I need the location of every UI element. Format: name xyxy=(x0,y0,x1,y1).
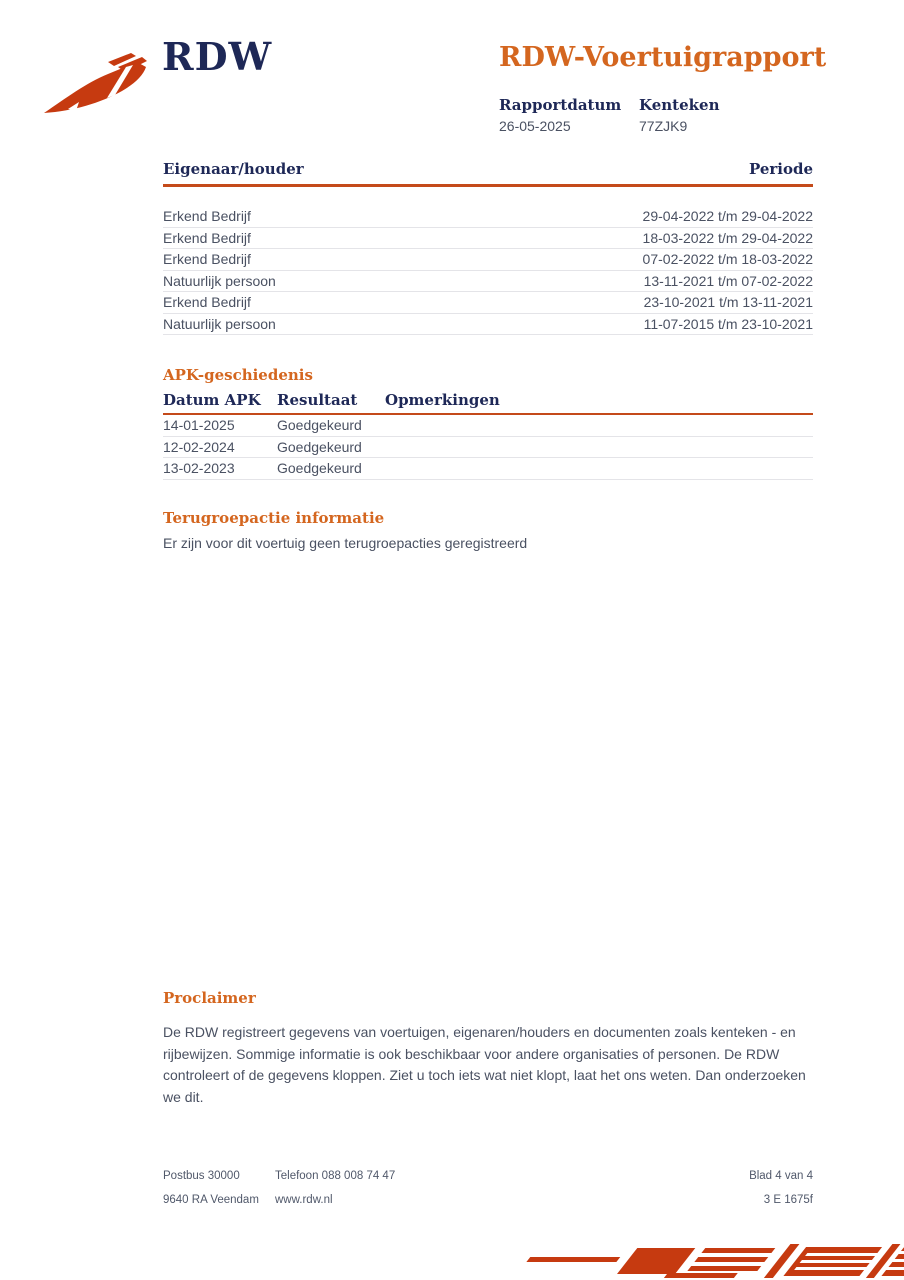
footer-address-line1: Postbus 30000 xyxy=(163,1170,240,1182)
apk-result: Goedgekeurd xyxy=(277,417,362,434)
license-plate-value: 77ZJK9 xyxy=(639,118,688,134)
owner-period: 18-03-2022 t/m 29-04-2022 xyxy=(642,229,813,246)
table-row xyxy=(163,249,813,271)
table-row xyxy=(163,458,813,480)
footer-website: www.rdw.nl xyxy=(275,1194,333,1206)
owner-type: Erkend Bedrijf xyxy=(163,294,251,311)
table-row xyxy=(163,437,813,459)
owners-col-owner: Eigenaar/houder xyxy=(163,160,304,178)
apk-table-body xyxy=(163,415,813,480)
page-footer xyxy=(163,1170,813,1218)
owners-table-header xyxy=(163,160,813,187)
owner-period: 23-10-2021 t/m 13-11-2021 xyxy=(643,294,813,311)
footer-address-line2: 9640 RA Veendam xyxy=(163,1194,259,1206)
table-row xyxy=(163,206,813,228)
recall-section xyxy=(163,509,813,551)
owners-section xyxy=(163,160,813,335)
rdw-flag-stripes-graphic xyxy=(514,1242,904,1280)
owner-type: Natuurlijk persoon xyxy=(163,272,276,289)
footer-phone: Telefoon 088 008 74 47 xyxy=(275,1170,396,1182)
table-row xyxy=(163,292,813,314)
owner-period: 07-02-2022 t/m 18-03-2022 xyxy=(642,251,813,268)
rdw-wing-logo-icon xyxy=(38,50,160,118)
apk-date: 14-01-2025 xyxy=(163,417,235,434)
proclaimer-text: De RDW registreert gegevens van voertuigen, eigenaren/houders en documenten zoals kenteken - en rijbewijzen. Sommige informatie is ook beschikbaar voor andere organisaties of personen. De RDW controleert of de gegevens kloppen. Ziet u toch iets wat niet klopt, laat het ons weten. Dan onderzoeken we dit. xyxy=(163,1024,806,1105)
owners-table-body xyxy=(163,206,813,335)
apk-result: Goedgekeurd xyxy=(277,438,362,455)
apk-col-remarks: Opmerkingen xyxy=(385,391,500,409)
owner-type: Erkend Bedrijf xyxy=(163,229,251,246)
owner-period: 13-11-2021 t/m 07-02-2022 xyxy=(643,272,813,289)
rdw-wordmark: RDW xyxy=(162,34,273,79)
owners-col-period: Periode xyxy=(748,160,813,178)
apk-col-date: Datum APK xyxy=(163,391,261,409)
license-plate-label: Kenteken xyxy=(639,96,720,114)
proclaimer-section xyxy=(163,989,813,1108)
footer-doc-code: 3 E 1675f xyxy=(763,1194,813,1206)
apk-result: Goedgekeurd xyxy=(277,460,362,477)
page-title: RDW-Voertuigrapport xyxy=(499,42,827,73)
owner-type: Erkend Bedrijf xyxy=(163,251,251,268)
owner-type: Erkend Bedrijf xyxy=(163,208,251,225)
owner-period: 11-07-2015 t/m 23-10-2021 xyxy=(643,315,813,332)
apk-history-section xyxy=(163,366,813,480)
apk-col-result: Resultaat xyxy=(277,391,358,409)
owner-period: 29-04-2022 t/m 29-04-2022 xyxy=(642,208,813,225)
owner-type: Natuurlijk persoon xyxy=(163,315,276,332)
apk-date: 12-02-2024 xyxy=(163,438,235,455)
proclaimer-heading: Proclaimer xyxy=(163,989,256,1007)
table-row xyxy=(163,314,813,336)
table-row xyxy=(163,228,813,250)
table-row xyxy=(163,415,813,437)
report-date-label: Rapportdatum xyxy=(499,96,622,114)
apk-heading: APK-geschiedenis xyxy=(163,366,313,384)
apk-date: 13-02-2023 xyxy=(163,460,235,477)
footer-row xyxy=(163,1194,813,1206)
footer-row xyxy=(163,1170,813,1182)
table-row xyxy=(163,271,813,293)
recall-heading: Terugroepactie informatie xyxy=(163,509,385,527)
recall-text: Er zijn voor dit voertuig geen terugroepacties geregistreerd xyxy=(163,535,528,551)
footer-page-number: Blad 4 van 4 xyxy=(749,1170,813,1182)
apk-table-header xyxy=(163,391,813,415)
report-date-value: 26-05-2025 xyxy=(499,118,571,134)
